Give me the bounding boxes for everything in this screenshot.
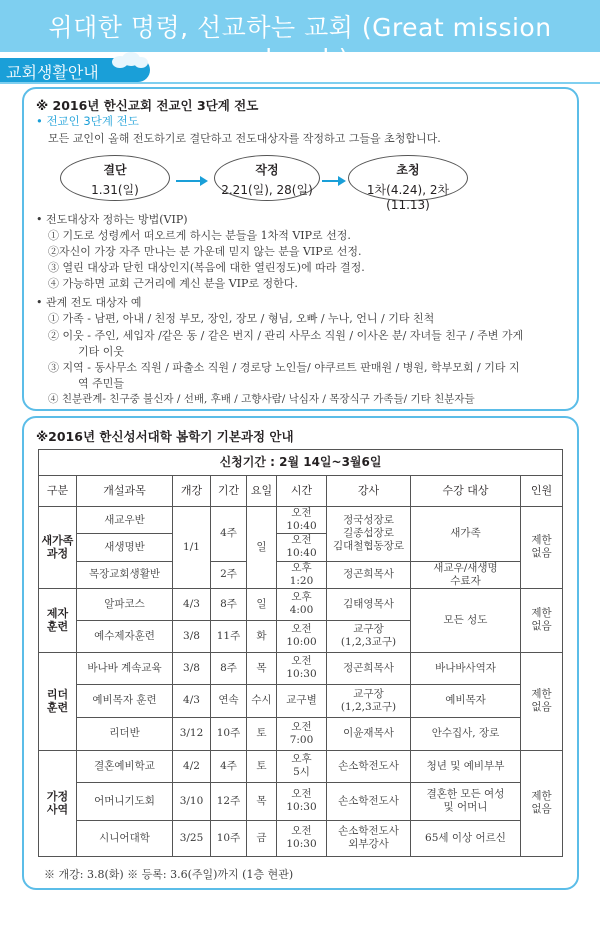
teacher-cell: 김태영목사 <box>327 588 411 620</box>
time-cell: 교구별 <box>277 684 327 717</box>
vip-item: ① 기도로 성령께서 떠오르게 하시는 분들을 1차적 VIP로 선정. <box>48 229 351 242</box>
time-cell: 오전 10:40 <box>277 507 327 534</box>
banner-title: 위대한 명령, 선교하는 교회 (Great mission church) <box>48 13 552 73</box>
teacher-cell: 정국성장로 길종섭장로 김대철협동장로 <box>327 507 411 562</box>
teacher-cell: 손소학전도사 <box>327 782 411 820</box>
relation-item: ② 이웃 - 주인, 세입자 /같은 동 / 같은 번지 / 관리 사무소 직원 / 이사온 분/ 자녀들 친구 / 주변 가게 <box>48 329 524 342</box>
course-cell: 바나바 계속교육 <box>77 652 173 684</box>
target-cell: 새가족 <box>411 507 521 562</box>
time-cell: 오전 10:30 <box>277 652 327 684</box>
evangelism-title: ※ 2016년 한신교회 전교인 3단계 전도 <box>36 98 259 113</box>
table-row <box>39 717 563 750</box>
teacher-cell: 정곤희목사 <box>327 561 411 588</box>
day-cell: 토 <box>247 750 277 782</box>
start-cell: 4/3 <box>173 588 211 620</box>
application-period: 신청기간 : 2월 14일~3월6일 <box>39 450 563 476</box>
category-cell: 리더 훈련 <box>39 652 77 750</box>
teacher-cell: 손소학전도사 <box>327 750 411 782</box>
header-cell: 강사 <box>327 476 411 507</box>
course-cell: 목장교회생활반 <box>77 561 173 588</box>
section-label: 교회생활안내 <box>6 63 99 82</box>
evangelism-intro: 모든 교인이 올해 전도하기로 결단하고 전도대상자를 작정하고 그들을 초청합니다. <box>48 132 441 145</box>
course-cell: 새교우반 <box>77 507 173 534</box>
start-cell: 3/8 <box>173 620 211 652</box>
duration-cell: 4주 <box>211 750 247 782</box>
duration-cell: 8주 <box>211 652 247 684</box>
category-cell: 가정 사역 <box>39 750 77 856</box>
start-cell: 3/10 <box>173 782 211 820</box>
table-row <box>39 820 563 856</box>
target-cell: 결혼한 모든 여성 및 어머니 <box>411 782 521 820</box>
teacher-cell: 교구장 (1,2,3교구) <box>327 620 411 652</box>
step-name: 초청 <box>396 163 420 177</box>
arrow-right-icon <box>176 180 206 182</box>
time-cell: 오전 10:00 <box>277 620 327 652</box>
table-row <box>39 561 563 588</box>
capacity-cell: 제한 없음 <box>521 507 563 589</box>
schedule-table <box>38 449 563 857</box>
step-date: 2.21(일), 28(일) <box>221 183 313 197</box>
cloud-icon <box>108 52 148 68</box>
vip-item: ②자신이 가장 자주 만나는 분 가운데 믿지 않는 분을 VIP로 선정. <box>48 245 362 258</box>
target-cell: 새교우/새생명 수료자 <box>411 561 521 588</box>
header-cell: 기간 <box>211 476 247 507</box>
header-cell: 시간 <box>277 476 327 507</box>
header-cell: 요일 <box>247 476 277 507</box>
time-cell: 오전 10:40 <box>277 534 327 561</box>
target-cell: 65세 이상 어르신 <box>411 820 521 856</box>
time-cell: 오후 5시 <box>277 750 327 782</box>
capacity-cell: 제한 없음 <box>521 750 563 856</box>
start-cell: 4/2 <box>173 750 211 782</box>
header-cell: 구분 <box>39 476 77 507</box>
course-cell: 예비목자 훈련 <box>77 684 173 717</box>
header-cell: 개설과목 <box>77 476 173 507</box>
category-cell: 제자 훈련 <box>39 588 77 652</box>
start-cell: 3/12 <box>173 717 211 750</box>
table-row <box>39 782 563 820</box>
time-cell: 오후 1:20 <box>277 561 327 588</box>
relation-item: ① 가족 - 남편, 아내 / 친정 부모, 장인, 장모 / 형님, 오빠 / 누나, 언니 / 기타 친척 <box>48 312 435 325</box>
course-cell: 예수제자훈련 <box>77 620 173 652</box>
registration-footnote: ※ 개강: 3.8(화) ※ 등록: 3.6(주일)까지 (1층 현관) <box>44 868 294 881</box>
duration-cell: 10주 <box>211 717 247 750</box>
step-invite <box>348 155 468 212</box>
duration-cell: 2주 <box>211 561 247 588</box>
day-cell: 수시 <box>247 684 277 717</box>
table-header-row <box>39 476 563 507</box>
table-row <box>39 588 563 620</box>
duration-cell: 8주 <box>211 588 247 620</box>
duration-cell: 4주 <box>211 507 247 562</box>
category-cell: 새가족 과정 <box>39 507 77 589</box>
relation-item-cont: 역 주민들 <box>78 377 125 390</box>
duration-cell: 11주 <box>211 620 247 652</box>
table-row <box>39 750 563 782</box>
day-cell: 금 <box>247 820 277 856</box>
start-cell: 3/25 <box>173 820 211 856</box>
relation-item-cont: 기타 이웃 <box>78 345 125 358</box>
step-date: 1.31(일) <box>91 183 139 197</box>
target-cell: 안수집사, 장로 <box>411 717 521 750</box>
header-cell: 수강 대상 <box>411 476 521 507</box>
target-cell: 청년 및 예비부부 <box>411 750 521 782</box>
vip-item: ④ 가능하면 교회 근거리에 계신 분을 VIP로 정한다. <box>48 277 298 290</box>
day-cell: 화 <box>247 620 277 652</box>
teacher-cell: 교구장 (1,2,3교구) <box>327 684 411 717</box>
step-date: 1차(4.24), 2차(11.13) <box>366 183 450 212</box>
teacher-cell: 정곤희목사 <box>327 652 411 684</box>
day-cell: 일 <box>247 588 277 620</box>
evangelism-subtitle: • 전교인 3단계 전도 <box>36 114 139 128</box>
start-cell: 1/1 <box>173 507 211 589</box>
time-cell: 오전 10:30 <box>277 782 327 820</box>
start-cell: 3/8 <box>173 652 211 684</box>
time-cell: 오전 10:30 <box>277 820 327 856</box>
step-commit <box>214 155 320 201</box>
arrow-right-icon <box>322 180 344 182</box>
course-cell: 알파코스 <box>77 588 173 620</box>
time-cell: 오후 4:00 <box>277 588 327 620</box>
duration-cell: 10주 <box>211 820 247 856</box>
capacity-cell: 제한 없음 <box>521 652 563 750</box>
course-cell: 어머니기도회 <box>77 782 173 820</box>
header-cell: 개강 <box>173 476 211 507</box>
college-title: ※2016년 한신성서대학 봄학기 기본과정 안내 <box>36 429 294 444</box>
step-name: 결단 <box>103 163 127 177</box>
vip-title: • 전도대상자 정하는 방법(VIP) <box>36 213 188 226</box>
vip-item: ③ 열린 대상과 닫힌 대상인지(복음에 대한 열린정도)에 따라 결정. <box>48 261 365 274</box>
day-cell: 일 <box>247 507 277 589</box>
header-cell: 인원 <box>521 476 563 507</box>
step-name: 작정 <box>255 163 279 177</box>
day-cell: 토 <box>247 717 277 750</box>
time-cell: 오전 7:00 <box>277 717 327 750</box>
teacher-cell: 이윤재목사 <box>327 717 411 750</box>
target-cell: 바나바사역자 <box>411 652 521 684</box>
course-cell: 새생명반 <box>77 534 173 561</box>
relation-title: • 관계 전도 대상자 예 <box>36 296 142 309</box>
course-cell: 결혼예비학교 <box>77 750 173 782</box>
capacity-cell: 제한 없음 <box>521 588 563 652</box>
target-cell: 모든 성도 <box>411 588 521 652</box>
course-cell: 리더반 <box>77 717 173 750</box>
table-row <box>39 684 563 717</box>
relation-item: ③ 지역 - 동사무소 직원 / 파출소 직원 / 경로당 노인들/ 야쿠르트 판매원 / 병원, 학부모회 / 기타 지 <box>48 361 520 374</box>
teacher-cell: 손소학전도사 외부강사 <box>327 820 411 856</box>
target-cell: 예비목자 <box>411 684 521 717</box>
day-cell: 목 <box>247 652 277 684</box>
duration-cell: 연속 <box>211 684 247 717</box>
step-decision <box>60 155 170 201</box>
day-cell: 목 <box>247 782 277 820</box>
table-row <box>39 507 563 534</box>
relation-item: ④ 친분관계- 친구중 불신자 / 선배, 후배 / 고향사람/ 낙심자 / 목장식구 가족들/ 기타 친분자들 <box>48 393 475 405</box>
course-cell: 시니어대학 <box>77 820 173 856</box>
duration-cell: 12주 <box>211 782 247 820</box>
section-divider <box>0 82 600 84</box>
table-row <box>39 652 563 684</box>
start-cell: 4/3 <box>173 684 211 717</box>
